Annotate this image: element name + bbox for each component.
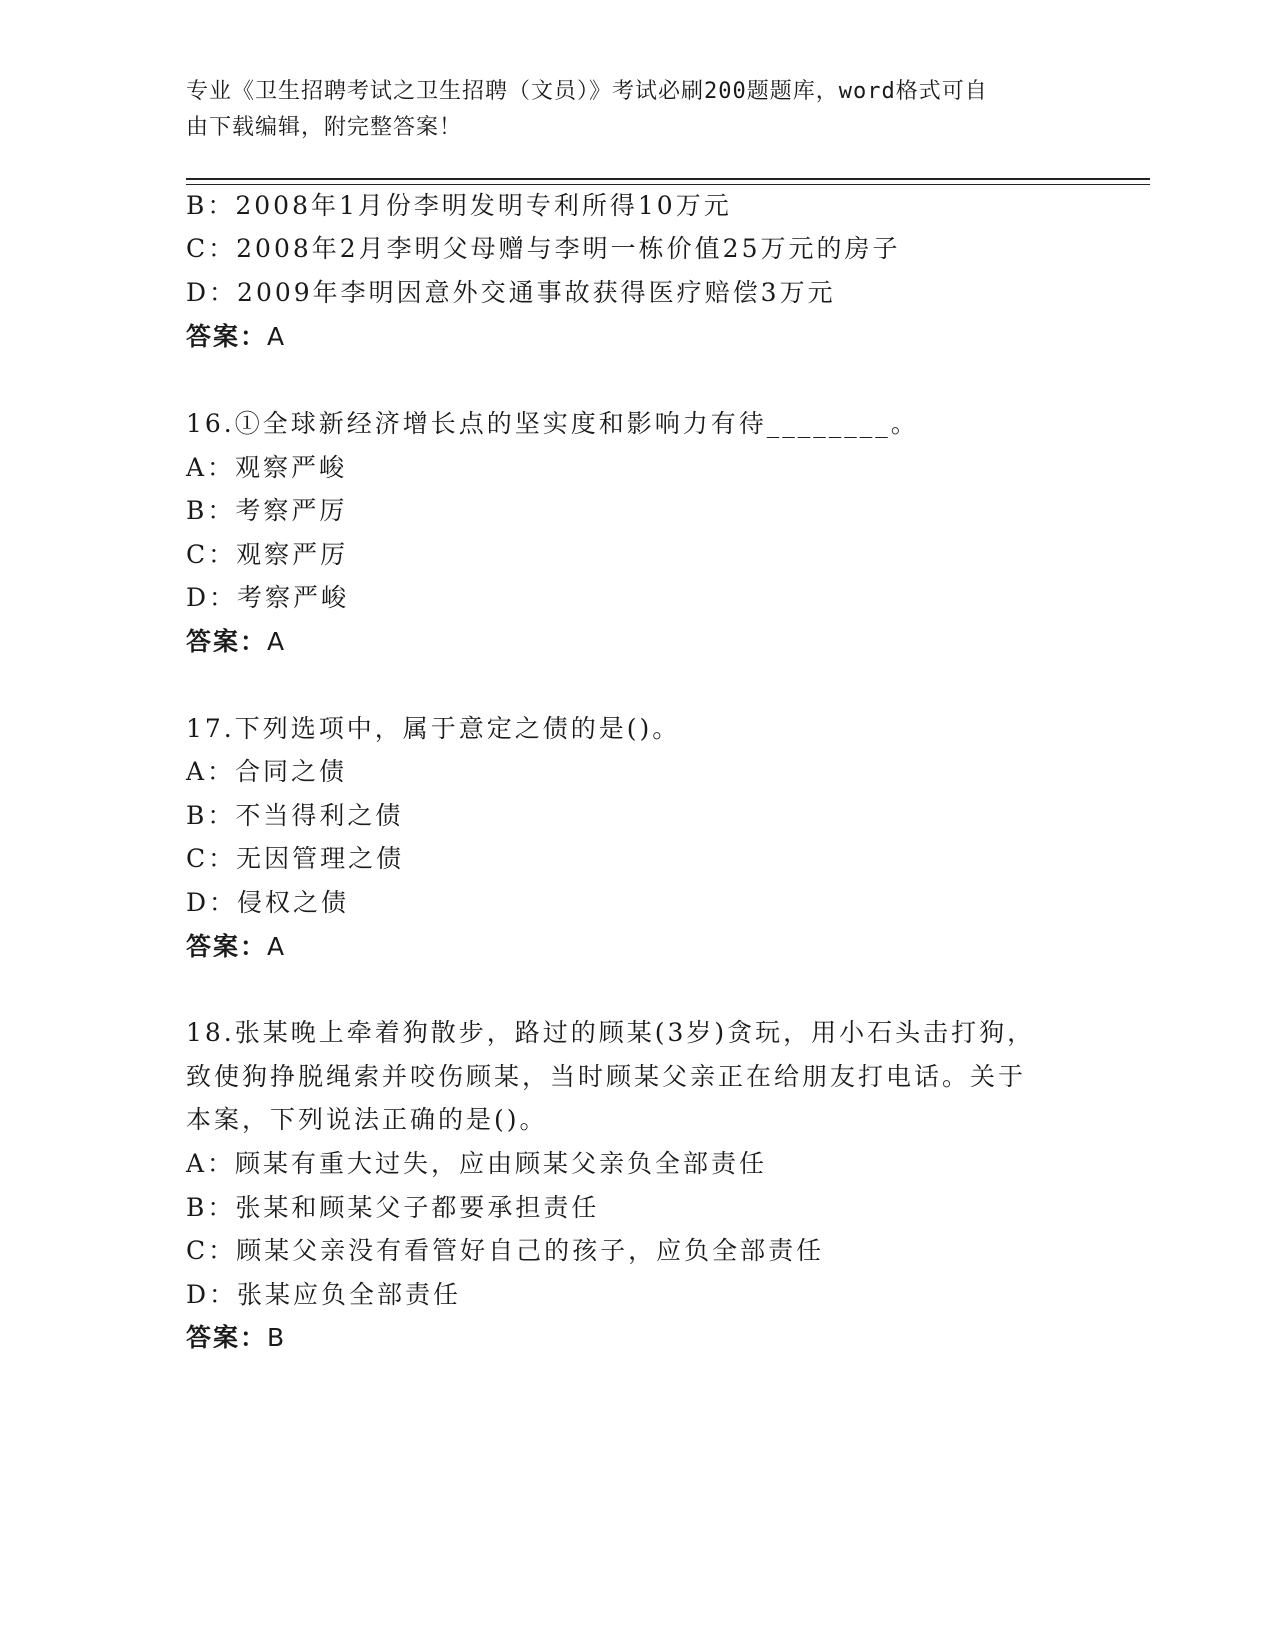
option-b: B：不当得利之债: [186, 801, 404, 830]
answer-line: [186, 1318, 286, 1354]
header-line-2: 由下载编辑，附完整答案！: [186, 115, 463, 140]
option-c: C：顾某父亲没有看管好自己的孩子，应负全部责任: [186, 1236, 825, 1265]
option-d: D：考察严峻: [186, 583, 350, 612]
answer-label: 答案：: [186, 627, 268, 656]
option-a: A：顾某有重大过失，应由顾某父亲负全部责任: [186, 1149, 768, 1178]
option-c: C：观察严厉: [186, 540, 349, 569]
option-a: A：合同之债: [186, 757, 348, 786]
header-divider-thin: [186, 184, 1150, 185]
answer-line: [186, 622, 286, 658]
header-divider-thick: [186, 178, 1150, 180]
answer-label: 答案：: [186, 322, 268, 351]
question-stem: 16.①全球新经济增长点的坚实度和影响力有待________。: [186, 409, 919, 438]
answer-value: A: [267, 932, 287, 961]
question-stem-continued: 致使狗挣脱绳索并咬伤顾某，当时顾某父亲正在给朋友打电话。关于: [186, 1062, 1027, 1091]
option-b: B：2008年1月份李明发明专利所得10万元: [186, 191, 732, 220]
answer-value: B: [267, 1323, 287, 1352]
option-d: D：侵权之债: [186, 888, 350, 917]
document-header: [186, 74, 1066, 146]
question-stem-continued: 本案，下列说法正确的是()。: [186, 1105, 548, 1134]
option-d: D：张某应负全部责任: [186, 1280, 462, 1309]
header-line-1: 专业《卫生招聘考试之卫生招聘（文员）》考试必刷200题题库，word格式可自: [186, 79, 988, 104]
option-a: A：观察严峻: [186, 453, 348, 482]
option-c: C：无因管理之债: [186, 844, 405, 873]
option-b: B：张某和顾某父子都要承担责任: [186, 1193, 600, 1222]
answer-line: [186, 317, 286, 353]
question-stem: 18.张某晚上牵着狗散步，路过的顾某(3岁)贪玩，用小石头击打狗，: [186, 1018, 1036, 1047]
answer-value: A: [267, 322, 287, 351]
answer-label: 答案：: [186, 1323, 268, 1352]
option-c: C：2008年2月李明父母赠与李明一栋价值25万元的房子: [186, 234, 901, 263]
option-b: B：考察严厉: [186, 496, 348, 525]
answer-line: [186, 927, 286, 963]
option-d: D：2009年李明因意外交通事故获得医疗赔偿3万元: [186, 278, 836, 307]
answer-label: 答案：: [186, 932, 268, 961]
answer-value: A: [267, 627, 287, 656]
question-stem: 17.下列选项中，属于意定之债的是()。: [186, 714, 681, 743]
